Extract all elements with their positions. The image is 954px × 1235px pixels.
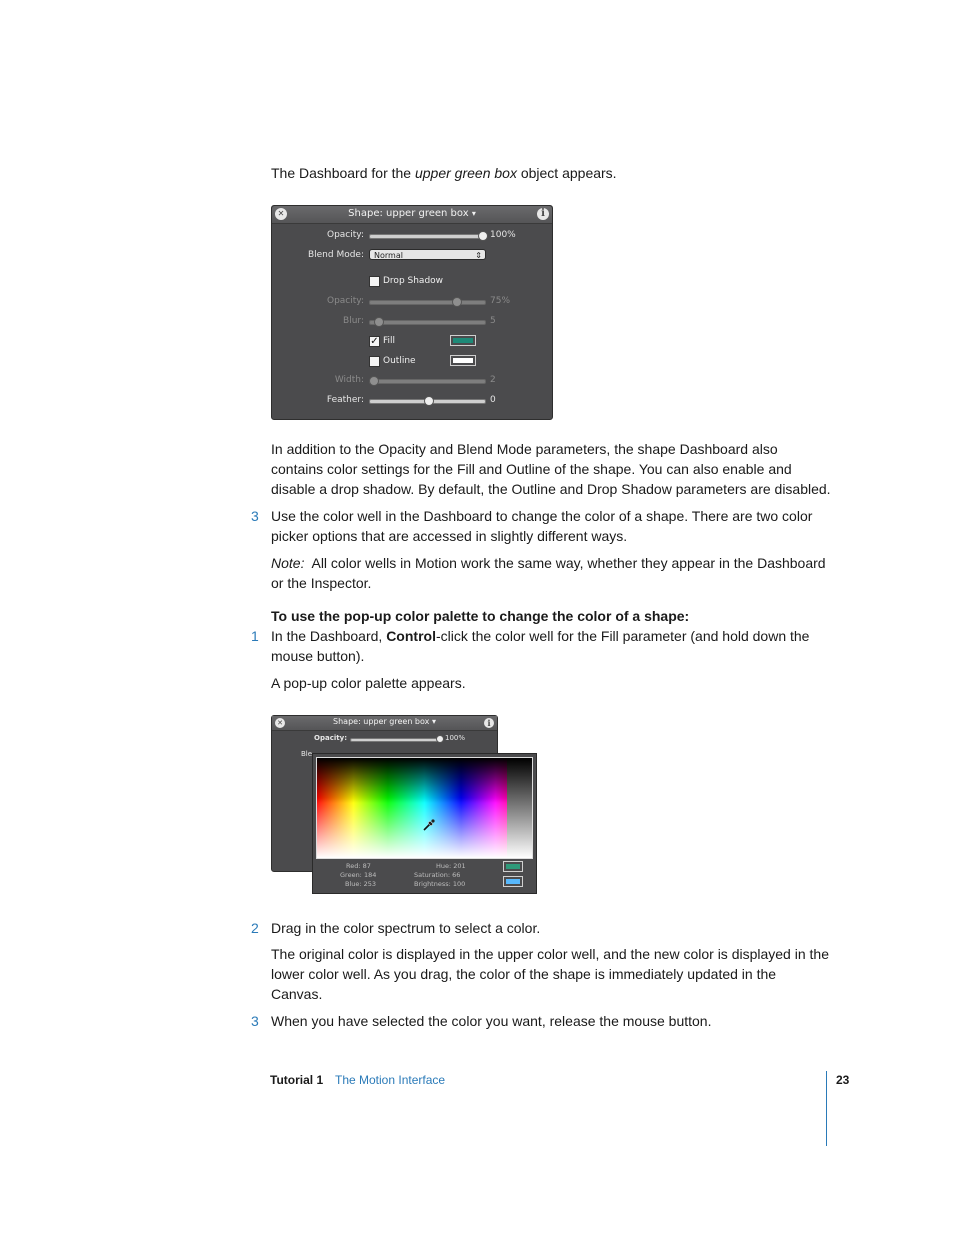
opacity-slider-knob[interactable] [436, 735, 444, 743]
info-icon[interactable]: i [484, 718, 494, 728]
shadow-opacity-label: Opacity: [327, 296, 364, 306]
intro-before: The Dashboard for the [271, 165, 415, 181]
blend-mode-select[interactable] [369, 249, 486, 260]
blur-label: Blur: [343, 316, 364, 326]
shadow-opacity-slider[interactable] [369, 300, 486, 305]
palette-appears-text: A pop-up color palette appears. [271, 675, 466, 691]
shadow-opacity-value: 75% [490, 296, 511, 306]
step-number: 3 [251, 508, 259, 524]
note-label: Note: [271, 555, 305, 571]
step1-bold: Control [386, 628, 436, 644]
dashboard-title-text: Shape: upper green box [333, 717, 430, 726]
close-icon[interactable]: ✕ [275, 718, 285, 728]
green-readout: Green: 184 [340, 871, 377, 879]
opacity-label: Opacity: [327, 230, 364, 240]
dashboard-title[interactable] [272, 208, 552, 219]
fill-label: Fill [383, 336, 396, 346]
intro-italic: upper green box [414, 165, 517, 181]
original-color-well [503, 861, 523, 872]
blend-mode-value: Normal [374, 251, 403, 260]
blend-mode-label: Blend Mode: [307, 250, 364, 260]
color-spectrum[interactable] [316, 757, 533, 859]
opacity-label: Opacity: [314, 734, 347, 742]
dashboard-titlebar [272, 206, 552, 224]
new-color-well [503, 876, 523, 887]
outline-checkbox[interactable] [369, 356, 380, 367]
note-text: All color wells in Motion work the same way, whether they appear in the Dashboard or the Inspector. [271, 555, 830, 591]
feather-slider-knob[interactable] [424, 396, 434, 406]
dashboard-description: In addition to the Opacity and Blend Mode parameters, the shape Dashboard also contains color settings for the Fill and Outline of the shape. You can also enable and disable a drop shadow. By default, the Outline and Drop Shadow parameters are disabled. [271, 441, 831, 497]
outline-label: Outline [383, 356, 416, 366]
original-color-swatch [506, 864, 520, 869]
outline-color-swatch [453, 358, 473, 363]
opacity-slider[interactable] [350, 738, 440, 742]
blue-readout: Blue: 253 [345, 880, 377, 888]
dashboard-title-text: Shape: upper green box [348, 208, 469, 219]
step-number: 3 [251, 1013, 259, 1029]
step-text [271, 626, 831, 666]
fill-color-swatch [453, 338, 473, 343]
opacity-value: 100% [490, 230, 516, 240]
footer-tutorial: Tutorial 1 [270, 1073, 324, 1087]
color-palette-popup [312, 753, 537, 894]
blend-mode-label-fragment: Ble [301, 750, 313, 758]
chevron-down-icon: ▾ [471, 209, 476, 218]
footer-chapter-link[interactable]: The Motion Interface [335, 1073, 446, 1087]
shape-dashboard [271, 205, 553, 420]
step-text: Use the color well in the Dashboard to change the color of a shape. There are two color picker options that are accessed in slightly different ways. [271, 508, 813, 544]
shadow-opacity-slider-knob[interactable] [452, 297, 462, 307]
blur-value: 5 [490, 316, 496, 326]
opacity-slider-knob[interactable] [478, 231, 488, 241]
intro-after: object appears. [516, 165, 617, 181]
step1-after: -click the color well for the Fill parameter (and hold down the mouse button). [271, 628, 810, 664]
chevron-down-icon: ▾ [431, 717, 436, 726]
note [271, 553, 831, 593]
blur-slider[interactable] [369, 320, 486, 325]
task-heading: To use the pop-up color palette to change the color of a shape: [271, 608, 690, 624]
opacity-slider[interactable] [369, 234, 486, 239]
new-color-swatch [506, 879, 520, 884]
select-arrows-icon: ⇕ [475, 251, 482, 260]
step-number: 2 [251, 920, 259, 936]
footer-divider [826, 1071, 827, 1146]
page-number: 23 [836, 1073, 850, 1087]
step-text: When you have selected the color you want, release the mouse button. [271, 1013, 712, 1029]
info-icon[interactable]: i [537, 208, 549, 220]
fill-color-well[interactable] [450, 335, 476, 346]
width-value: 2 [490, 375, 496, 385]
blur-slider-knob[interactable] [374, 317, 384, 327]
fill-checkbox[interactable]: ✓ [370, 336, 379, 347]
drop-shadow-label: Drop Shadow [383, 276, 444, 286]
outline-color-well[interactable] [450, 355, 476, 366]
width-slider-knob[interactable] [369, 376, 379, 386]
hue-readout: Hue: 201 [436, 862, 466, 870]
step1-before: In the Dashboard, [271, 628, 387, 644]
width-label: Width: [334, 375, 364, 385]
red-readout: Red: 87 [346, 862, 371, 870]
close-icon[interactable]: ✕ [275, 208, 287, 220]
opacity-value: 100% [445, 734, 466, 742]
feather-value: 0 [490, 395, 496, 405]
intro-text [271, 163, 831, 183]
brightness-readout: Brightness: 100 [414, 880, 466, 888]
step-number: 1 [251, 628, 259, 644]
drop-shadow-checkbox[interactable] [369, 276, 380, 287]
feather-label: Feather: [326, 395, 364, 405]
saturation-readout: Saturation: 66 [414, 871, 461, 879]
width-slider[interactable] [369, 379, 486, 384]
color-well-description: The original color is displayed in the upper color well, and the new color is displayed in the lower color well. As you drag, the color of the shape is immediately updated in the Canvas. [271, 946, 829, 1002]
grayscale-strip[interactable] [507, 758, 532, 858]
dashboard-titlebar [272, 716, 497, 731]
dashboard-title[interactable] [272, 717, 497, 726]
eyedropper-icon [422, 818, 436, 832]
step-text: Drag in the color spectrum to select a color. [271, 920, 541, 936]
